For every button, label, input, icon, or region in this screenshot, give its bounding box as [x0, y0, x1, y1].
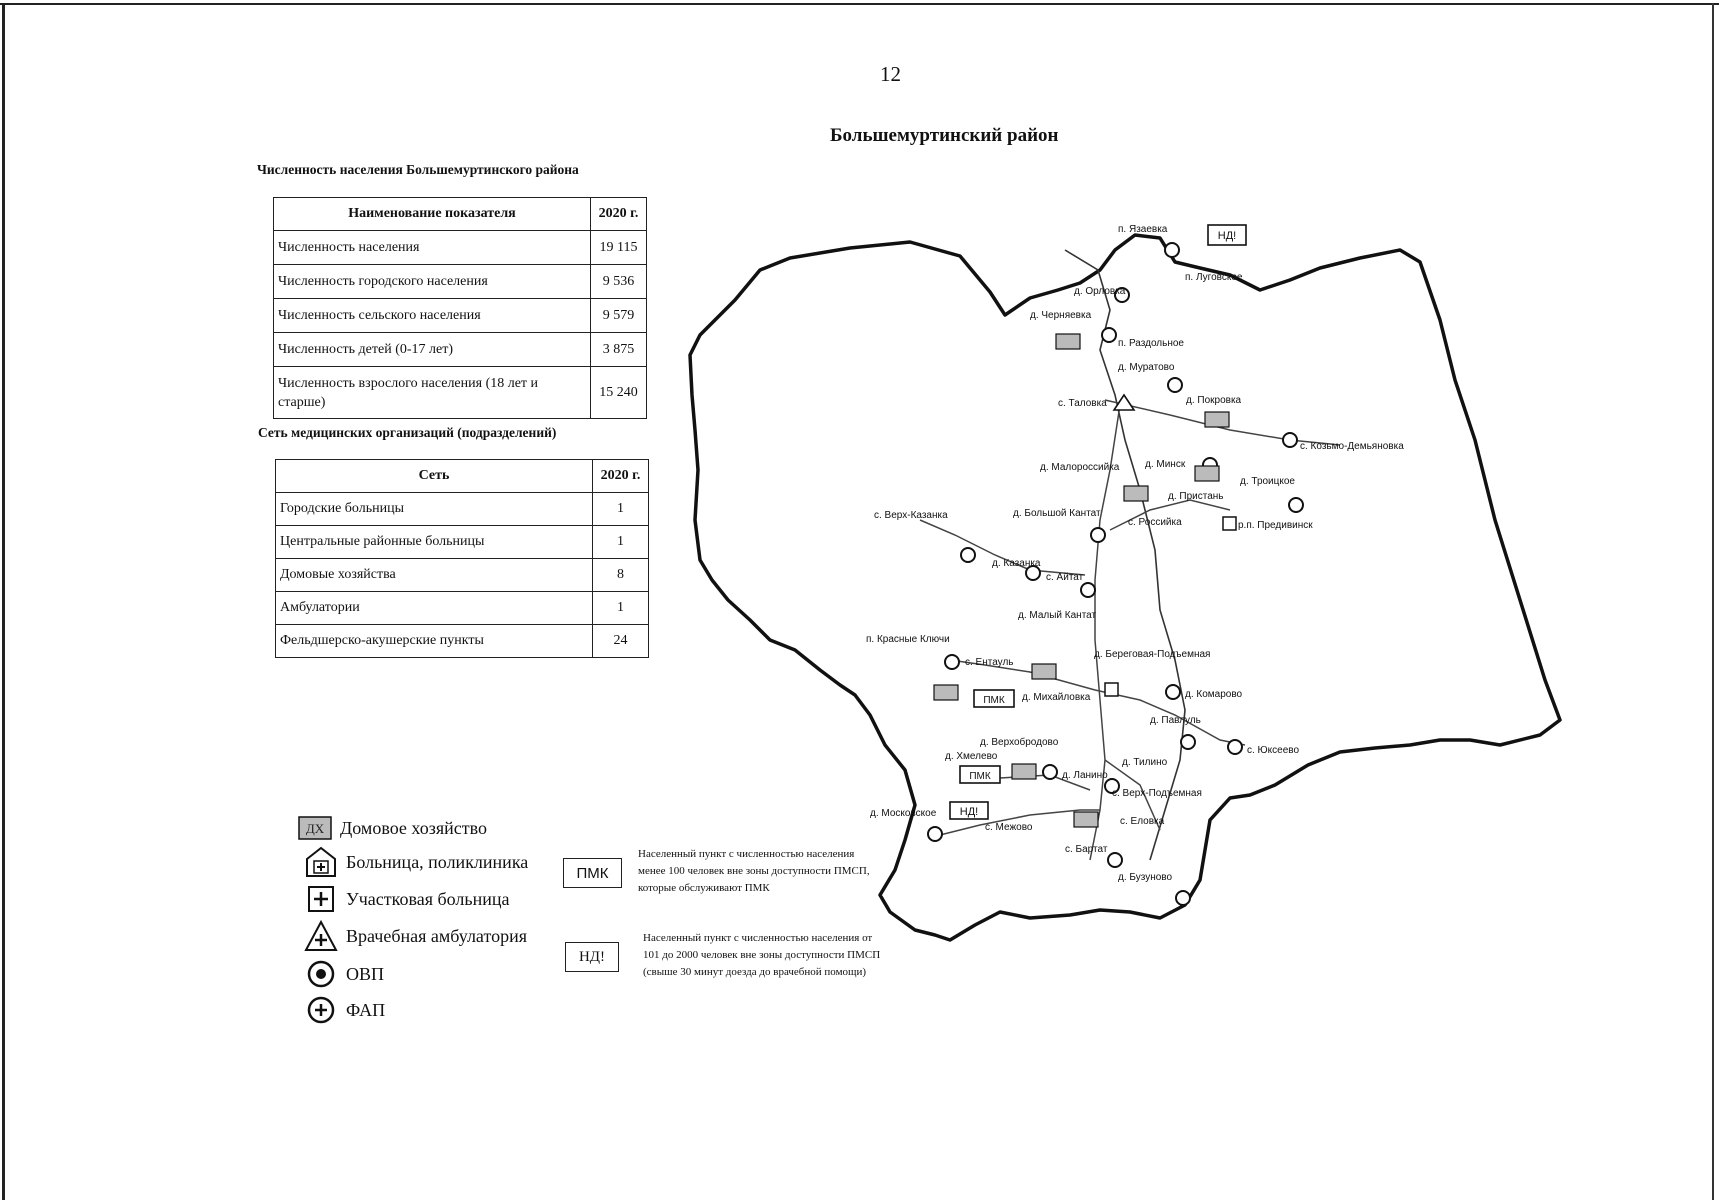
place-label: д. Орловка	[1074, 286, 1126, 297]
map-title: Большемуртинский район	[830, 125, 1059, 146]
network-row-label: Центральные районные больницы	[276, 526, 593, 559]
legend-label: ОВП	[346, 963, 385, 984]
nd-marker-label: НД!	[1217, 230, 1237, 242]
legend-item-local-hospital	[304, 882, 510, 916]
population-row-value: 9 536	[591, 265, 647, 299]
place-label: с. Российка	[1128, 517, 1182, 528]
network-row-value: 1	[593, 493, 649, 526]
place-label: с. Ентауль	[965, 657, 1014, 668]
local-hospital-icon	[304, 882, 338, 916]
page-number: 12	[880, 62, 901, 86]
place-labels	[866, 224, 1404, 883]
network-table-title: Сеть медицинских организаций (подразделений)	[258, 425, 557, 440]
place-label: д. Верхобродово	[980, 737, 1059, 748]
place-label: с. Верх-Казанка	[874, 510, 948, 521]
place-label: д. Казанка	[992, 558, 1041, 569]
network-header-type: Сеть	[276, 460, 593, 493]
population-header-year: 2020 г.	[591, 198, 647, 231]
population-row-label: Численность взрослого населения (18 лет и старше)	[274, 367, 591, 419]
local-hospital-marker	[1105, 683, 1118, 696]
place-label: д. Ланино	[1062, 770, 1108, 781]
place-label: п. Раздольное	[1118, 338, 1184, 349]
place-label: с. Верх-Подъемная	[1112, 788, 1202, 799]
place-label: д. Черняевка	[1030, 310, 1092, 321]
place-label: п. Красные Ключи	[866, 634, 950, 645]
legend-item-fap	[304, 993, 385, 1027]
place-label: р.п. Предивинск	[1238, 520, 1313, 531]
legend-nd-note: Населенный пункт с численностью населения от 101 до 2000 человек вне зоны доступности ПМСП (свыше 30 минут доезда до врачебной помощи)	[643, 932, 881, 978]
household-icon	[298, 811, 332, 845]
place-label: п. Язаевка	[1118, 224, 1168, 235]
population-table-title: Численность населения Большемуртинского района	[257, 162, 579, 177]
place-label: с. Бартат	[1065, 844, 1108, 855]
legend-label: Домовое хозяйство	[340, 817, 487, 838]
network-row-value: 1	[593, 592, 649, 625]
population-row-label: Численность городского населения	[274, 265, 591, 299]
network-header-year: 2020 г.	[593, 460, 649, 493]
place-label: д. Хмелево	[945, 751, 998, 762]
pmk-marker-label: ПМК	[969, 771, 991, 782]
population-row-label: Численность сельского населения	[274, 299, 591, 333]
ambulatory-icon	[304, 919, 338, 953]
legend-item-ovp	[304, 957, 384, 991]
legend-nd-box: НД!	[565, 942, 619, 972]
place-label: д. Большой Кантат	[1013, 508, 1101, 519]
place-label: д. Московское	[870, 808, 937, 819]
place-label: с. Юксеево	[1247, 745, 1300, 756]
network-row-label: Фельдшерско-акушерские пункты	[276, 625, 593, 658]
legend-item-hospital	[304, 845, 528, 879]
population-row-label: Численность детей (0-17 лет)	[274, 333, 591, 367]
place-label: д. Малороссийка	[1040, 462, 1120, 473]
legend-pmk-note: Населенный пункт с численностью населения менее 100 человек вне зоны доступности ПМСП, которые обслуживают ПМК	[638, 848, 870, 894]
fap-icon	[304, 993, 338, 1027]
ovp-icon	[304, 957, 338, 991]
network-row-value: 24	[593, 625, 649, 658]
place-label: д. Береговая-Подъемная	[1094, 649, 1211, 660]
place-label: д. Комарово	[1185, 689, 1243, 700]
place-label: д. Малый Кантат	[1018, 610, 1097, 621]
legend-item-ambulatory	[304, 919, 527, 953]
legend-label: Врачебная амбулатория	[346, 925, 527, 946]
place-label: д. Тилино	[1122, 757, 1168, 768]
population-row-value: 15 240	[591, 367, 647, 419]
place-label: с. Межово	[985, 822, 1033, 833]
hospital-marker	[1223, 517, 1236, 530]
network-row-value: 1	[593, 526, 649, 559]
pmk-marker-label: ПМК	[983, 695, 1005, 706]
legend-item-household	[298, 811, 487, 845]
population-row-value: 19 115	[591, 231, 647, 265]
place-label: п. Луговское	[1185, 272, 1243, 283]
network-row-label: Городские больницы	[276, 493, 593, 526]
place-label: д. Троицкое	[1240, 476, 1295, 487]
place-label: д. Минск	[1145, 459, 1186, 470]
place-label: д. Михайловка	[1022, 692, 1091, 703]
legend-pmk-box: ПМК	[563, 858, 622, 888]
place-label: д. Муратово	[1118, 362, 1175, 373]
household-icon-code: ДХ	[305, 821, 325, 836]
population-header-indicator: Наименование показателя	[274, 198, 591, 231]
population-row-value: 3 875	[591, 333, 647, 367]
population-row-label: Численность населения	[274, 231, 591, 265]
place-label: д. Пристань	[1168, 491, 1224, 502]
population-row-value: 9 579	[591, 299, 647, 333]
place-label: с. Айтат	[1046, 572, 1084, 583]
place-label: д. Павлуль	[1150, 715, 1201, 726]
legend-label: Участковая больница	[346, 888, 510, 909]
legend-label: Больница, поликлиника	[346, 851, 529, 872]
network-row-value: 8	[593, 559, 649, 592]
place-label: с. Таловка	[1058, 398, 1107, 409]
place-label: д. Бузуново	[1118, 872, 1173, 883]
place-label: с. Козьмо-Демьяновка	[1300, 441, 1404, 452]
legend-label: ФАП	[346, 999, 386, 1020]
nd-marker-label: НД!	[959, 806, 979, 818]
place-label: д. Покровка	[1186, 395, 1242, 406]
network-row-label: Домовые хозяйства	[276, 559, 593, 592]
place-label: с. Еловка	[1120, 816, 1165, 827]
network-row-label: Амбулатории	[276, 592, 593, 625]
hospital-icon	[304, 845, 338, 879]
